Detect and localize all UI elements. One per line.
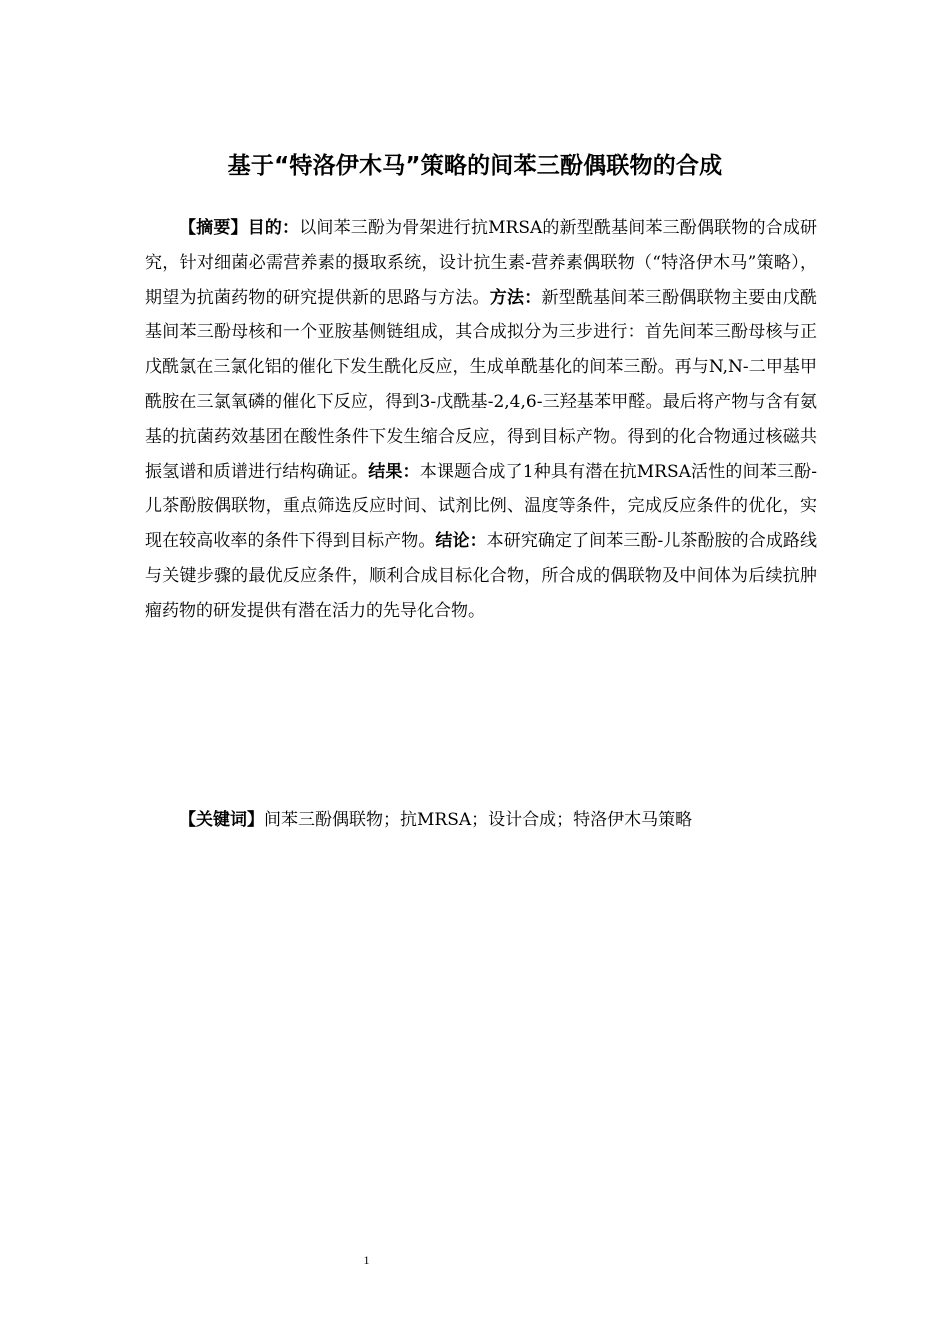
page-number: 1 — [363, 1253, 370, 1267]
document-title: 基于“特洛伊木马”策略的间苯三酚偶联物的合成 — [227, 153, 723, 179]
results-text: 本课题合成了1种具有潜在抗MRSA活性的间苯三酚-儿茶酚胺偶联物，重点筛选反应时间、试剂比例、温度等条件，完成反应条件的优化，实现在较高收率的条件下得到目标产物。 — [145, 461, 817, 552]
purpose-text: 以间苯三酚为骨架进行抗MRSA的新型酰基间苯三酚偶联物的合成研究，针对细菌必需营养素的摄取系统，设计抗生素-营养素偶联物（“特洛伊木马”策略），期望为抗菌药物的研究提供新的思路与方法。 — [145, 218, 818, 308]
conclusion-text: 本研究确定了间苯三酚-儿茶酚胺的合成路线与关键步骤的最优反应条件，顺利合成目标化合物，所合成的偶联物及中间体为后续抗肿瘤药物的研发提供有潜在活力的先导化合物。 — [145, 531, 817, 621]
abstract-paragraph — [145, 211, 817, 629]
methods-label: 方法： — [489, 287, 542, 308]
abstract-label: 【摘要】 — [179, 218, 248, 238]
purpose-label: 目的： — [247, 218, 300, 238]
results-label: 结果： — [368, 461, 420, 482]
methods-text: 新型酰基间苯三酚偶联物主要由戊酰基间苯三酚母核和一个亚胺基侧链组成，其合成拟分为三步进行：首先间苯三酚母核与正戊酰氯在三氯化铝的催化下发生酰化反应，生成单酰基化的间苯三酚。再与N,N-二甲基甲酰胺在三氯氧磷的催化下反应，得到3-戊酰基-2,4,6-三羟基苯甲醛。最后将产物与含有氨基的抗菌药效基团在酸性条件下发生缩合反应，得到目标产物。得到的化合物通过核磁共振氢谱和质谱进行结构确证。 — [145, 287, 818, 482]
keywords-label: 【关键词】 — [179, 810, 264, 830]
keywords-paragraph — [179, 803, 819, 837]
conclusion-label: 结论： — [435, 531, 487, 552]
keywords-text: 间苯三酚偶联物；抗MRSA；设计合成；特洛伊木马策略 — [264, 810, 693, 830]
